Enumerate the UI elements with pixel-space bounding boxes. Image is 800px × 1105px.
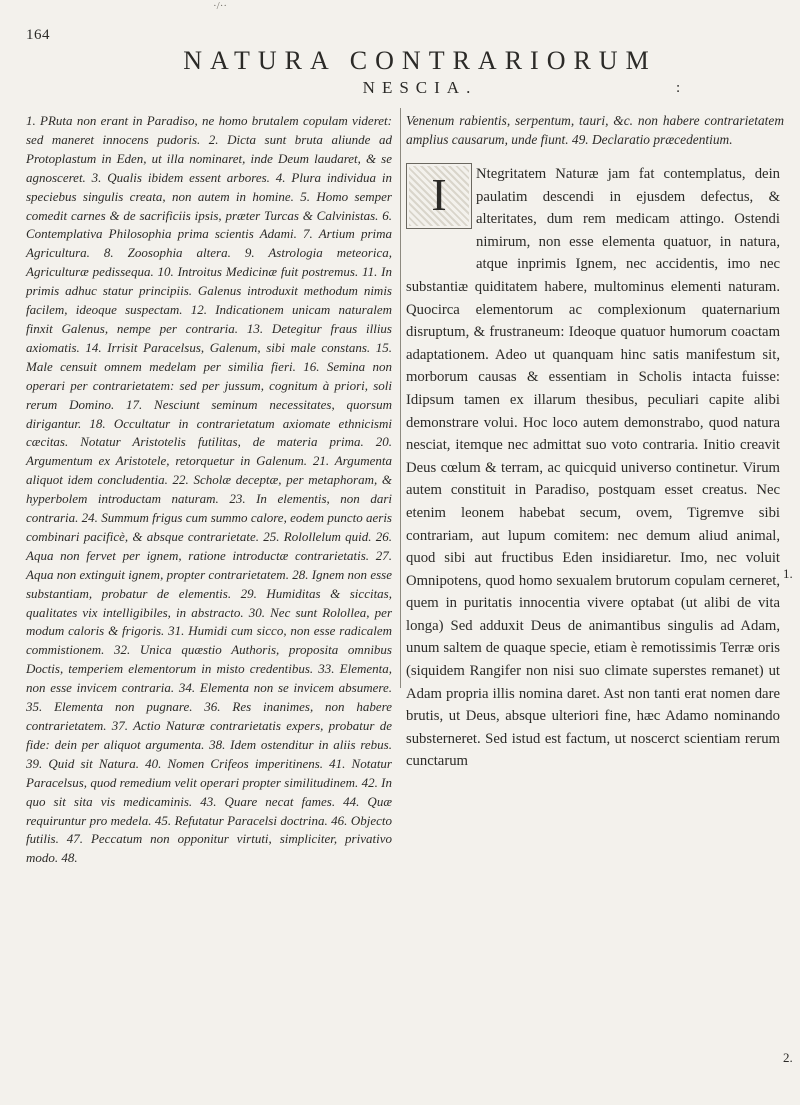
right-column-intro: Venenum rabientis, serpentum, tauri, &c. non habere contrarietatem amplius causarum, unde fiunt. 49. Declaratio præcedentium.: [406, 113, 784, 147]
page-number: 164: [26, 27, 50, 43]
left-column-summary: 1. PRuta non erant in Paradiso, ne homo brutalem copulam videret: sed maneret innocens pudoris. 2. Dicta sunt bruta aliunde ad Protoplastum in Eden, ut illa nominaret, inde Deum laudaret, & se agnosceret. 3. Qualis ibidem essent arbores. 4. Plura individua in speciebus singulis creata, non autem in homine. 5. Homo semper comedit carnes & de sacrificiis ipsis, præter Turcas & Calvinistas. 6. Contemplativa Philosophia prima scientis Adami. 7. Artium prima Agricultura. 8. Zoosophia altera. 9. Astrologia meteorica, Agriculturæ pedissequa. 10. Introitus Medicinæ fuit postremus. 11. In primis adhuc statur principiis. Galenus introduxit methodum nimis facilem, ideoque suspectam. 12. Indicationem unicam naturalem finxit Galenus, nempe per contraria. 13. Detegitur fraus illius axiomatis. 14. Irrisit Paracelsus, Galenum, sibi male constans. 15. Male censuit omnem medelam per similia fieri. 16. Semina non operari per contrarietatem: sed per jussum, cognitum à priori, soli rerum Domino. 17. Nesciunt seminum necessitates, quorsum dirigantur. 18. Occultatur in contrarietatum axiomate ethnicismi cæcitas. Notatur Aristotelis futilitas, de materia prima. 20. Argumentum ex Aristotele, retorquetur in Galenum. 21. Argumenta aliquot idem concludentia. 22. Scholæ deceptæ, per metaphoram, & hyperbolem introductam naturam. 23. In elementis, non dari contraria. 24. Summum frigus cum summo calore, eodem puncto aeris combinari pacificè, & absque contrarietate. 25. Rolollelum quid. 26. Aqua non fervet per ignem, ratione introductæ contrarietatis. 27. Aqua non extinguit ignem, propter contrarietatem. 28. Ignem non esse substantiam, probatur de elementis. 29. Humiditas & siccitas, qualitates vix intelligibiles, in abstracto. 30. Nec sunt Rolollea, per modum caloris & frigoris. 31. Humidi cum sicco, non esse radicalem commistionem. 32. Unica quæstio Authoris, proposita omnibus Doctis, temperiem elementorum in misto credentibus. 33. Elementa, non esse invicem contraria. 34. Elementa non se invicem absumere. 35. Elementa non pugnare. 36. Res inanimes, non habere contrarietatem. 37. Actio Naturæ contrarietatis expers, probatur de fide: dein per aliquot argumenta. 38. Idem ostenditur in aliis rebus. 39. Quid sit Natura. 40. Nomen Crifeos imperitinens. 41. Notatur Paracelsus, quod remedium velit operari propter similitudinem. 42. In quo sit sita vis medicaminis. 43. Quare necat fames. 44. Quæ requiruntur pro medela. 45. Refutatur Paracelsi doctrina. 46. Objecto futilis. 47. Peccatum non opponitur virtuti, simpliciter, privativo modo. 48.: [26, 113, 392, 866]
right-column-body: [406, 163, 780, 773]
margin-mark-1: 1.: [783, 566, 793, 581]
initial-spacer: [406, 163, 476, 271]
margin-mark-2: 2.: [783, 1050, 793, 1065]
initial-letter: I: [431, 169, 447, 220]
right-body-text: Ntegritatem Naturæ jam fat contemplatus, dein paulatim descendi in ejusdem defectus, & alteritates, dum rem medicam attingo. Ostendi nimirum, non esse elementa quatuor, in natura, atque inprimis Ignem, nec accidentis, imo nec substantiæ quiditatem habere, multominus elementi naturam. Quocirca elementorum ac complexionum quaternarium disruptum, & frustraneum: Ideoque quatuor humorum coactam adaptationem. Adeo ut quanquam hinc satis manifestum sit, morborum causas & essentiam in Scholis intacta fuisse: Idipsum tamen ex illarum thesibus, peculiari capite alibi demonstrare volui. Hoc loco autem demonstrabo, quod natura nesciat, itemque nec admittat suo voto contraria. Initio creavit Deus cœlum & terram, ac quicquid universo continetur. Virum autem constituit in Paradiso, postquam esset creatus. Nec etenim leonem habebat secum, ovem, Tigremve sibi contrariam, aut lupum comitem: nec demum aliud animal, quod sibi aut fructibus Eden insidiaretur. Imo, nec voluit Omnipotens, quod homo sexualem brutorum copulam cerneret, quem in puritatis innocentia vivere optabat (ut alibi de vita longa) Sed adduxit Deus de animantibus singulis ad Adam, unum saltem de quaque specie, etiam è remotissimis Terræ oris (siquidem Rangifer non nisi suo climate superstes remanet) ut Adam propria illis nomina daret. Ast non tanti erat nomen dare brutis, ut Deus, absque ulteriori fine, hæc Adamo nominando substerneret. Sed istud est factum, ut noscerct scientiam rerum cunctarum: [406, 166, 780, 770]
page-title: NATURA CONTRARIORUM: [183, 46, 657, 75]
page-subtitle: NESCIA.: [362, 78, 478, 97]
subtitle-mark: :: [676, 80, 681, 96]
column-divider: [400, 108, 401, 688]
header-ornament: ·/··: [213, 0, 228, 12]
